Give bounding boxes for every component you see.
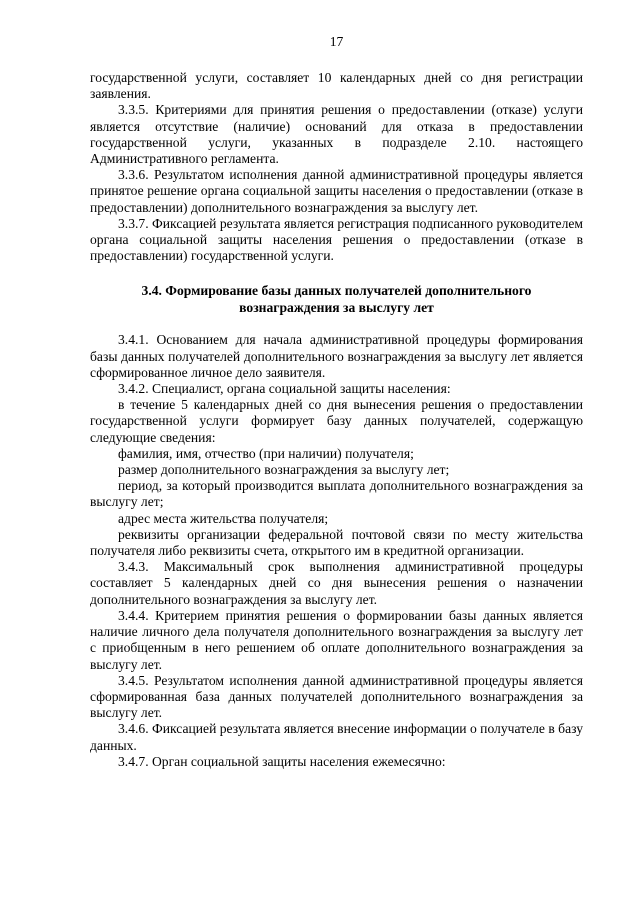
paragraph-3-4-2: 3.4.2. Специалист, органа социальной защиты населения:	[118, 381, 451, 397]
section-heading-line-2: вознаграждения за выслугу лет	[239, 300, 434, 316]
paragraph-3-3-5: 3.3.5. Критериями для принятия решения о предоставлении (отказе) услуги является отсутствие (наличие) оснований для отказа в предоставлении государственной услуги, указанных в подразделе 2.10. настоящего Административного регламента.	[90, 102, 583, 167]
section-heading-3-4	[90, 282, 583, 316]
paragraph-3-4-2-term: в течение 5 календарных дней со дня вынесения решения о предоставлении государственной услуги формирует базу данных получателей, содержащую следующие сведения:	[90, 397, 583, 445]
list-item-amount: размер дополнительного вознаграждения за выслугу лет;	[118, 462, 450, 478]
list-item-address: адрес места жительства получателя;	[118, 510, 329, 526]
document-page	[90, 34, 583, 770]
paragraph-3-3-6: 3.3.6. Результатом исполнения данной административной процедуры является принятое решение органа социальной защиты населения о предоставлении (отказе в предоставлении) дополнительного вознаграждения за выслугу лет.	[90, 167, 583, 215]
page-number: 17	[329, 34, 344, 49]
paragraph-3-4-4: 3.4.4. Критерием принятия решения о формировании базы данных является наличие личного дела получателя дополнительного вознаграждения за выслугу лет с приобщенным в него решением об оплате дополнительного вознаграждения за выслугу лет.	[90, 607, 583, 672]
list-item-period: период, за который производится выплата дополнительного вознаграждения за выслугу лет;	[90, 478, 583, 510]
paragraph-3-4-3: 3.4.3. Максимальный срок выполнения административной процедуры составляет 5 календарных дней со дня вынесения решения о назначении дополнительного вознаграждения за выслугу лет.	[90, 559, 583, 607]
paragraph-3-4-1: 3.4.1. Основанием для начала административной процедуры формирования базы данных получателей дополнительного вознаграждения за выслугу лет является сформированное личное дело заявителя.	[90, 332, 583, 380]
list-item-bank-details: реквизиты организации федеральной почтовой связи по месту жительства получателя либо реквизиты счета, открытого им в кредитной организации.	[90, 526, 583, 559]
paragraph-3-4-6: 3.4.6. Фиксацией результата является внесение информации о получателе в базу данных.	[90, 721, 583, 753]
paragraph-3-3-7: 3.3.7. Фиксацией результата является регистрация подписанного руководителем органа социальной защиты населения решения о предоставлении (отказе в предоставлении) государственной услуги.	[90, 215, 583, 264]
section-heading-line-1: 3.4. Формирование базы данных получателей дополнительного	[141, 283, 532, 299]
paragraph-3-4-7: 3.4.7. Орган социальной защиты населения ежемесячно:	[118, 753, 446, 769]
paragraph-continuation: государственной услуги, составляет 10 календарных дней со дня регистрации заявления.	[90, 70, 583, 102]
list-item-full-name: фамилия, имя, отчество (при наличии) получателя;	[118, 445, 414, 461]
paragraph-3-4-5: 3.4.5. Результатом исполнения данной административной процедуры является сформированная база данных получателей дополнительного вознаграждения за выслугу лет.	[90, 672, 583, 721]
